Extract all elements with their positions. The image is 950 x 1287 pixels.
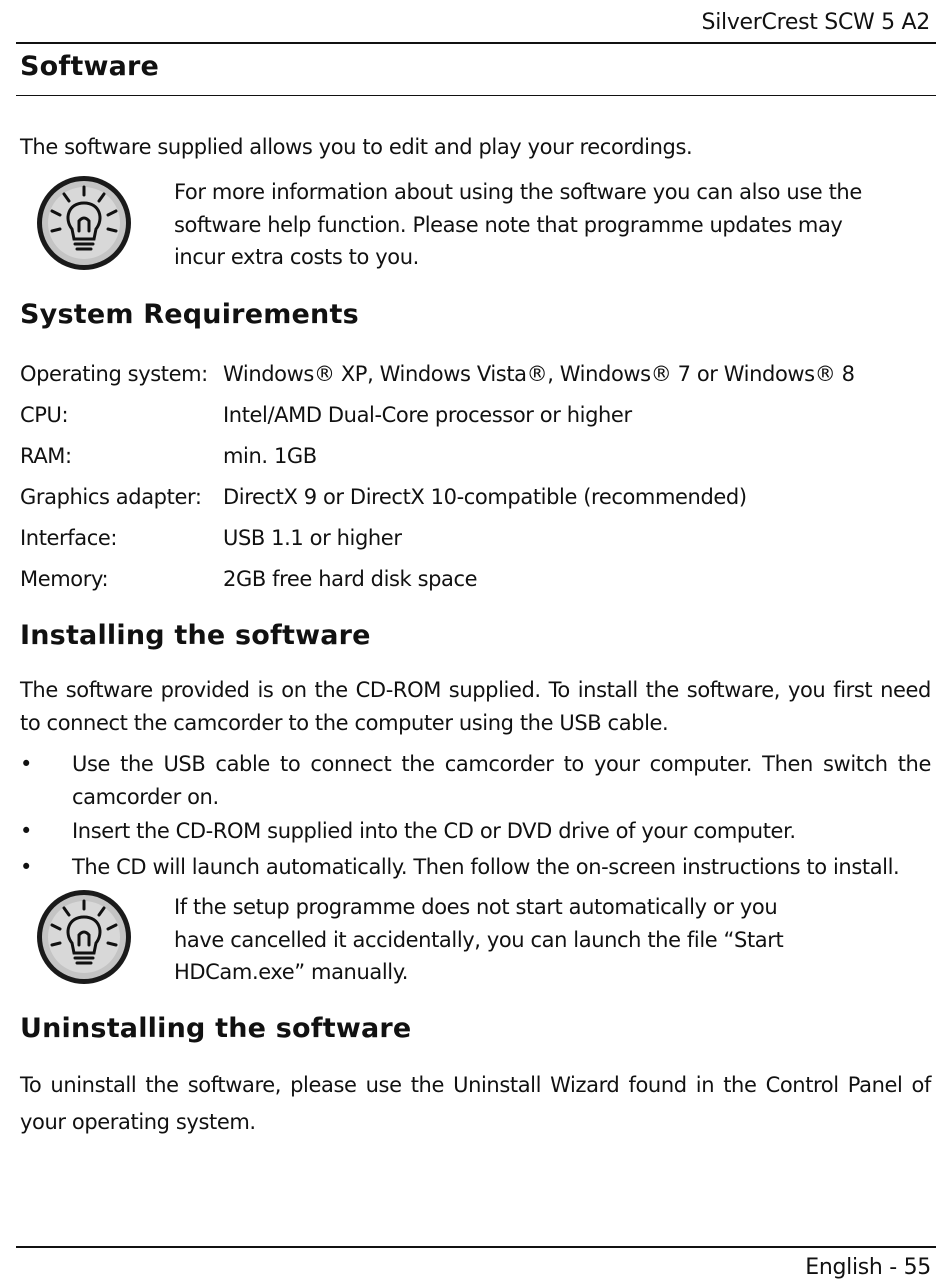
header-product-name: SilverCrest SCW 5 A2 — [701, 10, 930, 35]
page-number: English - 55 — [805, 1255, 931, 1280]
requirement-value: Intel/AMD Dual-Core processor or higher — [223, 403, 632, 427]
lightbulb-icon — [34, 887, 134, 987]
requirement-value: USB 1.1 or higher — [223, 526, 402, 550]
lightbulb-icon — [34, 173, 134, 273]
list-item — [20, 815, 931, 848]
list-item-text: The CD will launch automatically. Then follow the on-screen instructions to install. — [72, 855, 900, 879]
installing-tip: If the setup programme does not start automatically or you have cancelled it accidentally, you can launch the file “Start HDCam.exe” manually. — [174, 895, 784, 984]
section-title-installing: Installing the software — [20, 620, 371, 651]
list-item-text: Use the USB cable to connect the camcorder to your computer. Then switch the camcorder on. — [72, 752, 931, 809]
list-item — [20, 748, 931, 814]
uninstalling-text: To uninstall the software, please use the Uninstall Wizard found in the Control Panel of your operating system. — [20, 1073, 931, 1134]
requirement-label: Operating system: — [20, 362, 208, 386]
requirement-label: Graphics adapter: — [20, 485, 202, 509]
installing-intro: The software provided is on the CD-ROM supplied. To install the software, you first need to connect the camcorder to the computer using the USB cable. — [20, 678, 931, 735]
bullet-symbol: • — [20, 752, 32, 776]
requirement-value: Windows® XP, Windows Vista®, Windows® 7 or Windows® 8 — [223, 362, 855, 386]
bullet-symbol: • — [20, 855, 32, 879]
section-title-software: Software — [20, 51, 160, 82]
requirement-value: min. 1GB — [223, 444, 317, 468]
software-intro: The software supplied allows you to edit and play your recordings. — [20, 135, 693, 159]
section-title-system-requirements: System Requirements — [20, 299, 359, 330]
requirement-label: CPU: — [20, 403, 69, 427]
requirement-value: 2GB free hard disk space — [223, 567, 478, 591]
footer-rule — [16, 1246, 936, 1248]
requirement-value: DirectX 9 or DirectX 10-compatible (recommended) — [223, 485, 747, 509]
header-rule — [16, 42, 936, 44]
bullet-symbol: • — [20, 819, 32, 843]
list-item-text: Insert the CD-ROM supplied into the CD or DVD drive of your computer. — [72, 819, 796, 843]
requirement-label: Memory: — [20, 567, 109, 591]
section-title-uninstalling: Uninstalling the software — [20, 1013, 412, 1044]
software-tip: For more information about using the software you can also use the software help function. Please note that programme updates may incur extra costs to you. — [174, 180, 862, 269]
list-item — [20, 851, 931, 884]
section-rule — [16, 95, 936, 96]
requirement-label: Interface: — [20, 526, 118, 550]
requirement-label: RAM: — [20, 444, 72, 468]
